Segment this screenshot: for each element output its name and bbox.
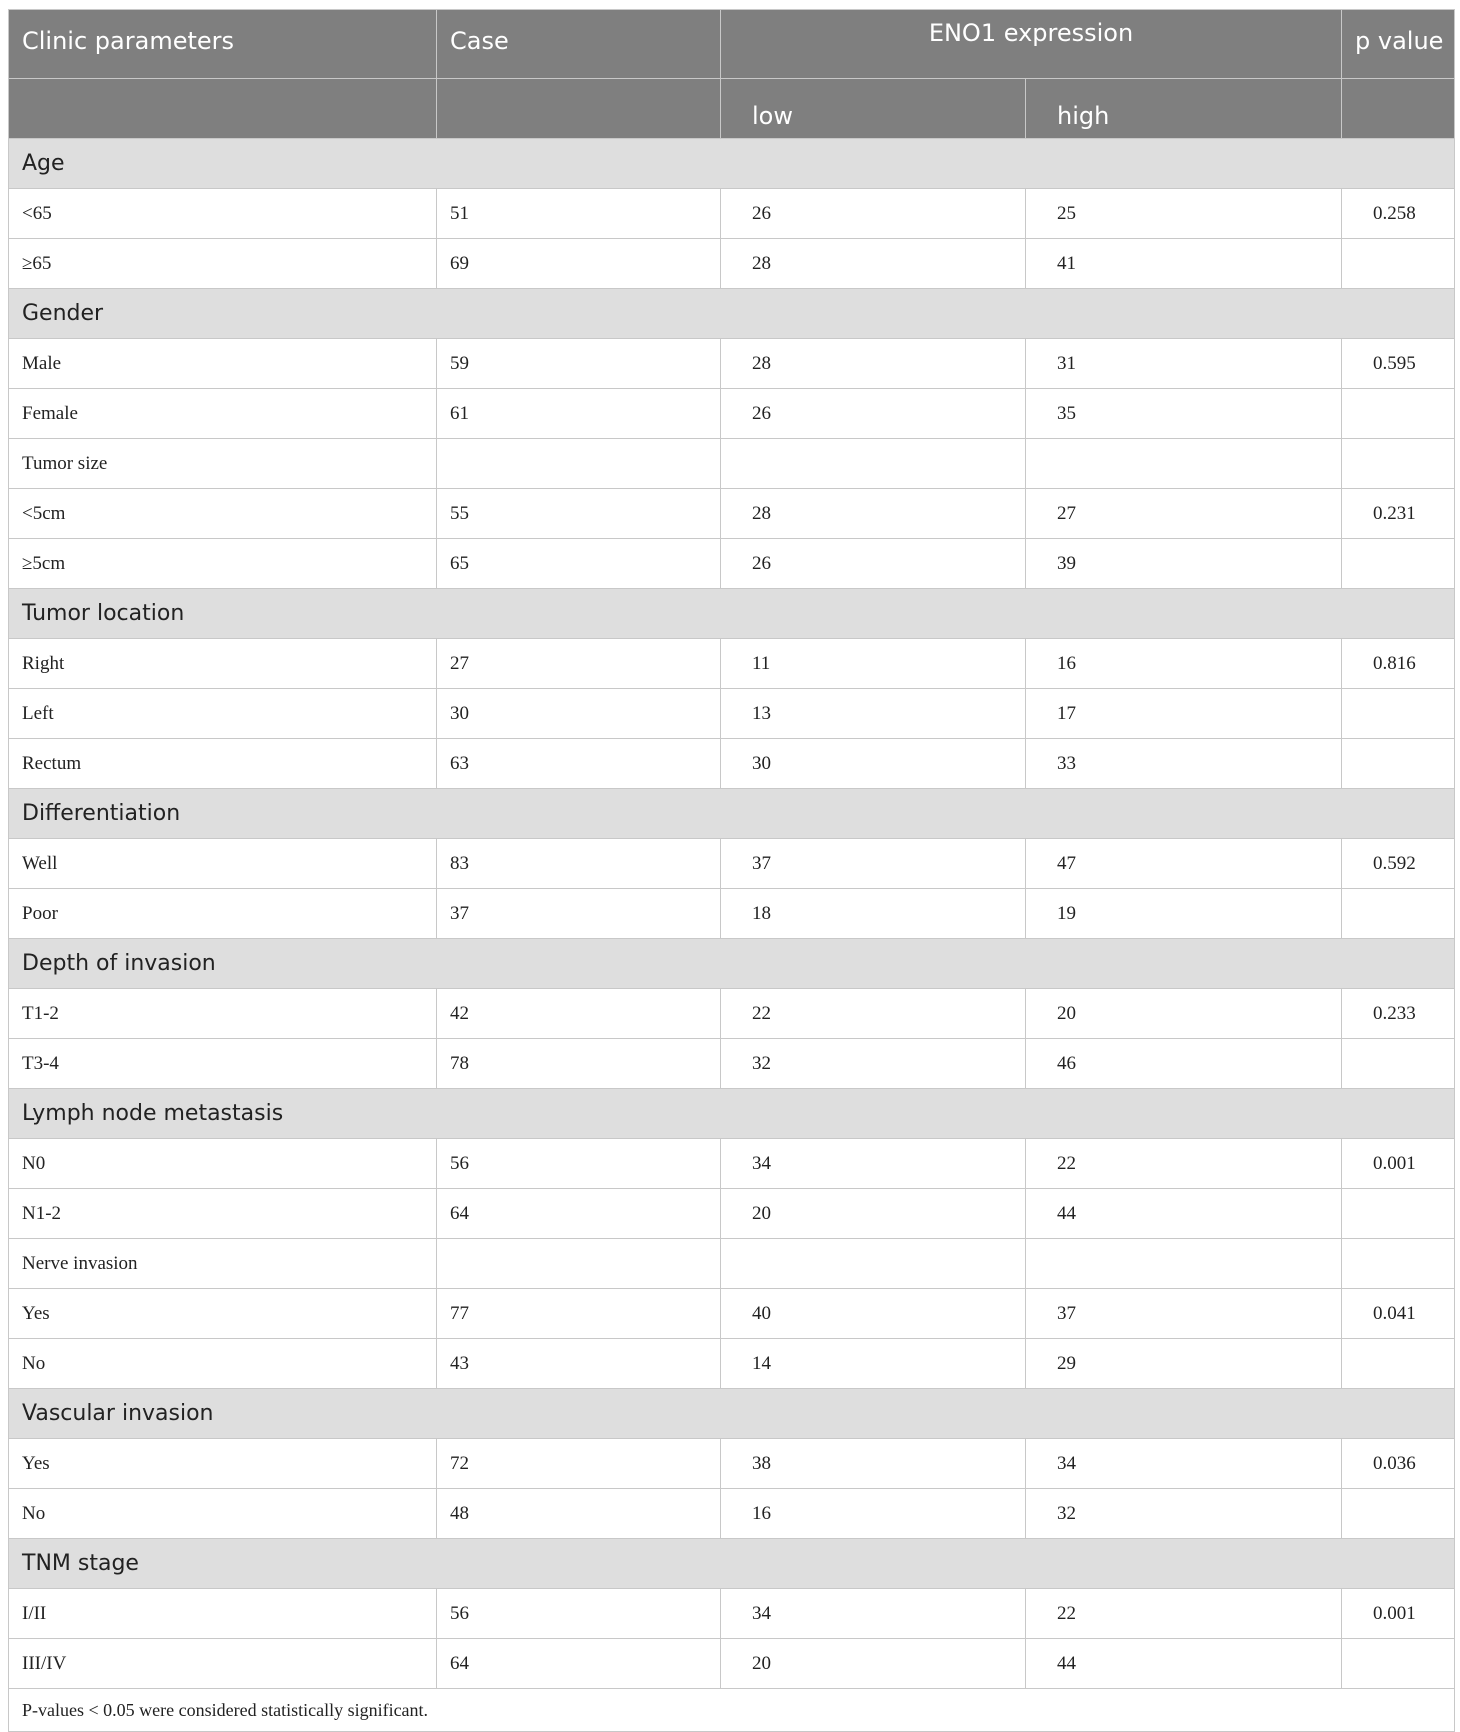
high-cell: 41 (1026, 239, 1342, 289)
low-cell: 26 (721, 189, 1026, 239)
footnote-row (9, 1689, 1455, 1732)
table-row (9, 1639, 1455, 1689)
group-row (9, 1389, 1455, 1439)
col-header-low: low (721, 79, 1026, 139)
high-cell: 32 (1026, 1489, 1342, 1539)
pvalue-cell: 0.041 (1342, 1289, 1455, 1339)
low-cell (721, 439, 1026, 489)
param-cell: I/II (9, 1589, 437, 1639)
group-label: Age (9, 139, 1455, 189)
param-cell: ≥5cm (9, 539, 437, 589)
low-cell: 40 (721, 1289, 1026, 1339)
case-cell: 42 (437, 989, 721, 1039)
high-cell: 46 (1026, 1039, 1342, 1089)
case-cell: 37 (437, 889, 721, 939)
case-cell: 56 (437, 1139, 721, 1189)
param-cell: <5cm (9, 489, 437, 539)
low-cell: 11 (721, 639, 1026, 689)
pvalue-cell (1342, 889, 1455, 939)
low-cell: 38 (721, 1439, 1026, 1489)
col-header-eno1: ENO1 expression (721, 10, 1342, 79)
table-row (9, 1339, 1455, 1389)
group-row (9, 939, 1455, 989)
case-cell: 78 (437, 1039, 721, 1089)
col-header-case: Case (437, 10, 721, 79)
pvalue-cell (1342, 439, 1455, 489)
table-row (9, 689, 1455, 739)
param-cell: Yes (9, 1289, 437, 1339)
header-row-1 (9, 10, 1455, 79)
group-label: Tumor location (9, 589, 1455, 639)
table-row (9, 1139, 1455, 1189)
table-row (9, 1189, 1455, 1239)
group-row (9, 1539, 1455, 1589)
pvalue-cell: 0.036 (1342, 1439, 1455, 1489)
case-cell (437, 439, 721, 489)
pvalue-cell (1342, 739, 1455, 789)
group-label: TNM stage (9, 1539, 1455, 1589)
case-cell: 43 (437, 1339, 721, 1389)
pvalue-cell: 0.258 (1342, 189, 1455, 239)
low-cell: 37 (721, 839, 1026, 889)
param-cell: Rectum (9, 739, 437, 789)
high-cell: 33 (1026, 739, 1342, 789)
table-row (9, 889, 1455, 939)
group-label: Differentiation (9, 789, 1455, 839)
pvalue-cell: 0.595 (1342, 339, 1455, 389)
table-row (9, 639, 1455, 689)
group-label: Vascular invasion (9, 1389, 1455, 1439)
high-cell: 31 (1026, 339, 1342, 389)
param-cell: Tumor size (9, 439, 437, 489)
table-row (9, 439, 1455, 489)
low-cell: 34 (721, 1589, 1026, 1639)
param-cell: Nerve invasion (9, 1239, 437, 1289)
param-cell: T1-2 (9, 989, 437, 1039)
low-cell: 16 (721, 1489, 1026, 1539)
col-header-empty-2 (437, 79, 721, 139)
table-row (9, 239, 1455, 289)
table-row (9, 989, 1455, 1039)
param-cell: <65 (9, 189, 437, 239)
group-row (9, 589, 1455, 639)
low-cell: 28 (721, 239, 1026, 289)
pvalue-cell: 0.233 (1342, 989, 1455, 1039)
table-header (9, 10, 1455, 139)
pvalue-cell (1342, 1039, 1455, 1089)
low-cell: 28 (721, 339, 1026, 389)
high-cell: 27 (1026, 489, 1342, 539)
case-cell: 27 (437, 639, 721, 689)
high-cell: 22 (1026, 1139, 1342, 1189)
col-header-high: high (1026, 79, 1342, 139)
high-cell: 39 (1026, 539, 1342, 589)
table-row (9, 1239, 1455, 1289)
high-cell: 44 (1026, 1189, 1342, 1239)
table-footnote: P-values < 0.05 were considered statistically significant. (9, 1689, 1455, 1732)
low-cell: 22 (721, 989, 1026, 1039)
high-cell (1026, 1239, 1342, 1289)
case-cell: 59 (437, 339, 721, 389)
param-cell: T3-4 (9, 1039, 437, 1089)
param-cell: No (9, 1339, 437, 1389)
table-row (9, 489, 1455, 539)
table-row (9, 1039, 1455, 1089)
high-cell: 25 (1026, 189, 1342, 239)
case-cell: 63 (437, 739, 721, 789)
table-row (9, 389, 1455, 439)
pvalue-cell (1342, 389, 1455, 439)
table-row (9, 1489, 1455, 1539)
case-cell: 55 (437, 489, 721, 539)
low-cell: 26 (721, 389, 1026, 439)
col-header-pvalue: p value (1342, 10, 1455, 79)
pvalue-cell (1342, 1189, 1455, 1239)
table-row (9, 739, 1455, 789)
table-row (9, 1439, 1455, 1489)
low-cell: 34 (721, 1139, 1026, 1189)
high-cell: 16 (1026, 639, 1342, 689)
low-cell: 20 (721, 1189, 1026, 1239)
case-cell: 56 (437, 1589, 721, 1639)
group-label: Depth of invasion (9, 939, 1455, 989)
low-cell: 18 (721, 889, 1026, 939)
pvalue-cell (1342, 1339, 1455, 1389)
low-cell: 13 (721, 689, 1026, 739)
group-row (9, 139, 1455, 189)
group-label: Gender (9, 289, 1455, 339)
high-cell: 34 (1026, 1439, 1342, 1489)
param-cell: No (9, 1489, 437, 1539)
param-cell: Left (9, 689, 437, 739)
high-cell: 47 (1026, 839, 1342, 889)
table-row (9, 339, 1455, 389)
table-row (9, 839, 1455, 889)
col-header-empty-3 (1342, 79, 1455, 139)
low-cell: 26 (721, 539, 1026, 589)
low-cell: 14 (721, 1339, 1026, 1389)
pvalue-cell (1342, 689, 1455, 739)
param-cell: III/IV (9, 1639, 437, 1689)
param-cell: Yes (9, 1439, 437, 1489)
pvalue-cell (1342, 1639, 1455, 1689)
table-row (9, 539, 1455, 589)
group-label: Lymph node metastasis (9, 1089, 1455, 1139)
low-cell: 30 (721, 739, 1026, 789)
case-cell: 61 (437, 389, 721, 439)
case-cell (437, 1239, 721, 1289)
table-body (9, 139, 1455, 1689)
high-cell: 17 (1026, 689, 1342, 739)
high-cell: 37 (1026, 1289, 1342, 1339)
case-cell: 30 (437, 689, 721, 739)
high-cell (1026, 439, 1342, 489)
param-cell: Poor (9, 889, 437, 939)
low-cell: 28 (721, 489, 1026, 539)
case-cell: 69 (437, 239, 721, 289)
case-cell: 48 (437, 1489, 721, 1539)
table-row (9, 189, 1455, 239)
pvalue-cell: 0.001 (1342, 1139, 1455, 1189)
high-cell: 20 (1026, 989, 1342, 1039)
low-cell (721, 1239, 1026, 1289)
pvalue-cell (1342, 1489, 1455, 1539)
case-cell: 64 (437, 1189, 721, 1239)
param-cell: Male (9, 339, 437, 389)
header-row-2 (9, 79, 1455, 139)
case-cell: 72 (437, 1439, 721, 1489)
high-cell: 22 (1026, 1589, 1342, 1639)
param-cell: Well (9, 839, 437, 889)
case-cell: 83 (437, 839, 721, 889)
param-cell: ≥65 (9, 239, 437, 289)
pvalue-cell (1342, 1239, 1455, 1289)
case-cell: 51 (437, 189, 721, 239)
col-header-clinic: Clinic parameters (9, 10, 437, 79)
table-row (9, 1589, 1455, 1639)
pvalue-cell (1342, 239, 1455, 289)
table-container (8, 9, 1454, 1732)
group-row (9, 1089, 1455, 1139)
pvalue-cell: 0.592 (1342, 839, 1455, 889)
pvalue-cell: 0.231 (1342, 489, 1455, 539)
case-cell: 64 (437, 1639, 721, 1689)
low-cell: 20 (721, 1639, 1026, 1689)
pvalue-cell: 0.816 (1342, 639, 1455, 689)
high-cell: 29 (1026, 1339, 1342, 1389)
param-cell: Right (9, 639, 437, 689)
case-cell: 65 (437, 539, 721, 589)
eno1-clinic-table (8, 9, 1455, 1732)
high-cell: 44 (1026, 1639, 1342, 1689)
param-cell: N1-2 (9, 1189, 437, 1239)
case-cell: 77 (437, 1289, 721, 1339)
table-row (9, 1289, 1455, 1339)
pvalue-cell: 0.001 (1342, 1589, 1455, 1639)
high-cell: 35 (1026, 389, 1342, 439)
param-cell: N0 (9, 1139, 437, 1189)
group-row (9, 289, 1455, 339)
pvalue-cell (1342, 539, 1455, 589)
col-header-empty-1 (9, 79, 437, 139)
group-row (9, 789, 1455, 839)
low-cell: 32 (721, 1039, 1026, 1089)
high-cell: 19 (1026, 889, 1342, 939)
param-cell: Female (9, 389, 437, 439)
